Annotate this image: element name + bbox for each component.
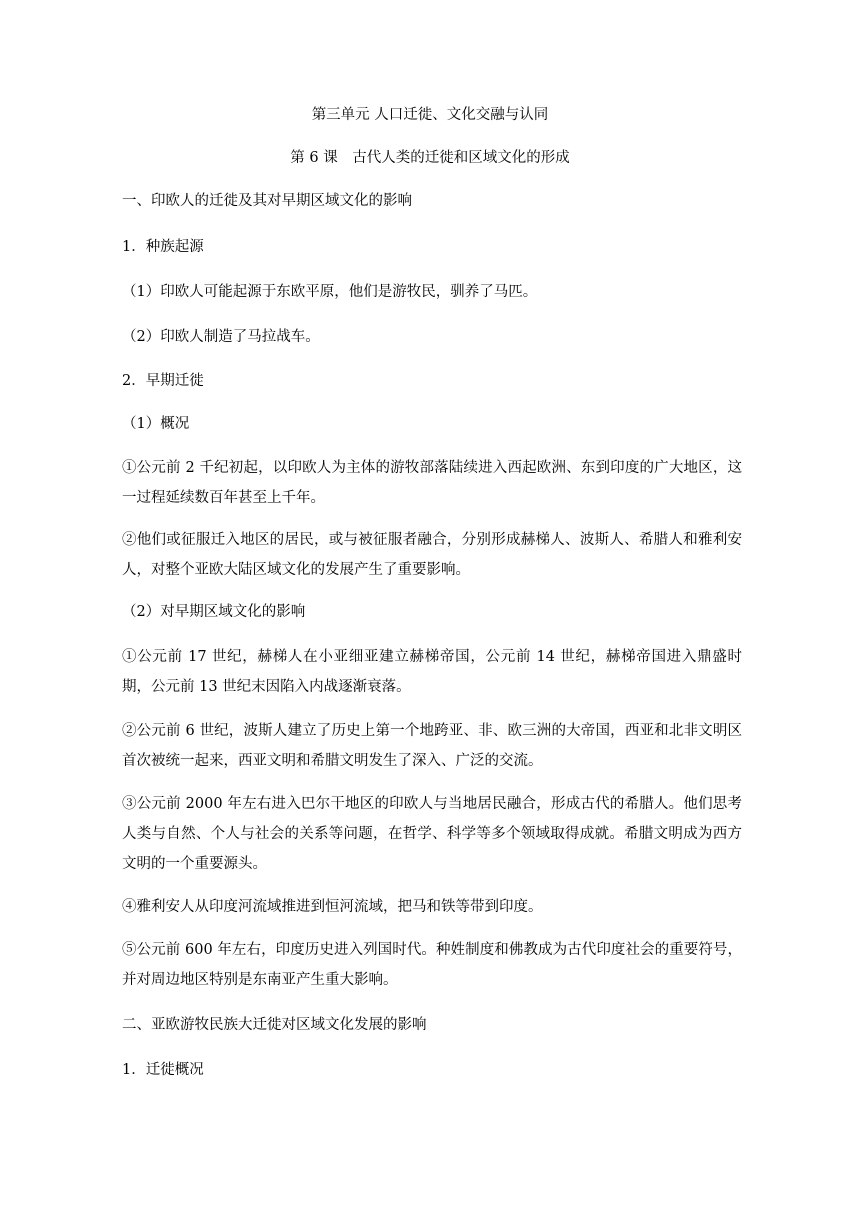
- section-heading-1: 一、印欧人的迁徙及其对早期区域文化的影响: [122, 193, 412, 209]
- paragraph-origin-2: （2）印欧人制造了马拉战车。: [122, 329, 320, 345]
- paragraph-overview-1: ①公元前 2 千纪初起，以印欧人为主体的游牧部落陆续进入西起欧洲、东到印度的广大地区，这一过程延续数百年甚至上千年。: [122, 460, 742, 506]
- paragraph-aryans: ④雅利安人从印度河流域推进到恒河流域，把马和铁等带到印度。: [122, 899, 543, 915]
- paragraph-origin-1: （1）印欧人可能起源于东欧平原，他们是游牧民，驯养了马匹。: [122, 284, 538, 300]
- paragraph-greeks: ③公元前 2000 年左右进入巴尔干地区的印欧人与当地居民融合，形成古代的希腊人。他们思考人类与自然、个人与社会的关系等问题，在哲学、科学等多个领域取得成就。希腊文明成为西方文明的一个重要源头。: [122, 796, 742, 872]
- subsection-heading-migration: 2．早期迁徙: [122, 373, 204, 389]
- subsection-heading-migration-overview: 1．迁徙概况: [122, 1062, 204, 1078]
- subsection-heading-origin: 1．种族起源: [122, 239, 204, 255]
- unit-title: 第三单元 人口迁徙、文化交融与认同: [311, 107, 549, 123]
- lesson-title: 第 6 课 古代人类的迁徙和区域文化的形成: [290, 150, 570, 166]
- section-heading-2: 二、亚欧游牧民族大迁徙对区域文化发展的影响: [122, 1017, 427, 1033]
- paragraph-hittites: ①公元前 17 世纪，赫梯人在小亚细亚建立赫梯帝国，公元前 14 世纪，赫梯帝国进入鼎盛时期，公元前 13 世纪末因陷入内战逐渐衰落。: [122, 649, 742, 695]
- paragraph-persians: ②公元前 6 世纪，波斯人建立了历史上第一个地跨亚、非、欧三洲的大帝国，西亚和北非文明区首次被统一起来，西亚文明和希腊文明发生了深入、广泛的交流。: [122, 723, 742, 769]
- paragraph-overview-2: ②他们或征服迁入地区的居民，或与被征服者融合，分别形成赫梯人、波斯人、希腊人和雅利安人，对整个亚欧大陆区域文化的发展产生了重要影响。: [122, 532, 742, 578]
- item-heading-overview: （1）概况: [122, 416, 190, 432]
- paragraph-india: ⑤公元前 600 年左右，印度历史进入列国时代。种姓制度和佛教成为古代印度社会的重要符号，并对周边地区特别是东南亚产生重大影响。: [122, 942, 742, 988]
- item-heading-influence: （2）对早期区域文化的影响: [122, 604, 306, 620]
